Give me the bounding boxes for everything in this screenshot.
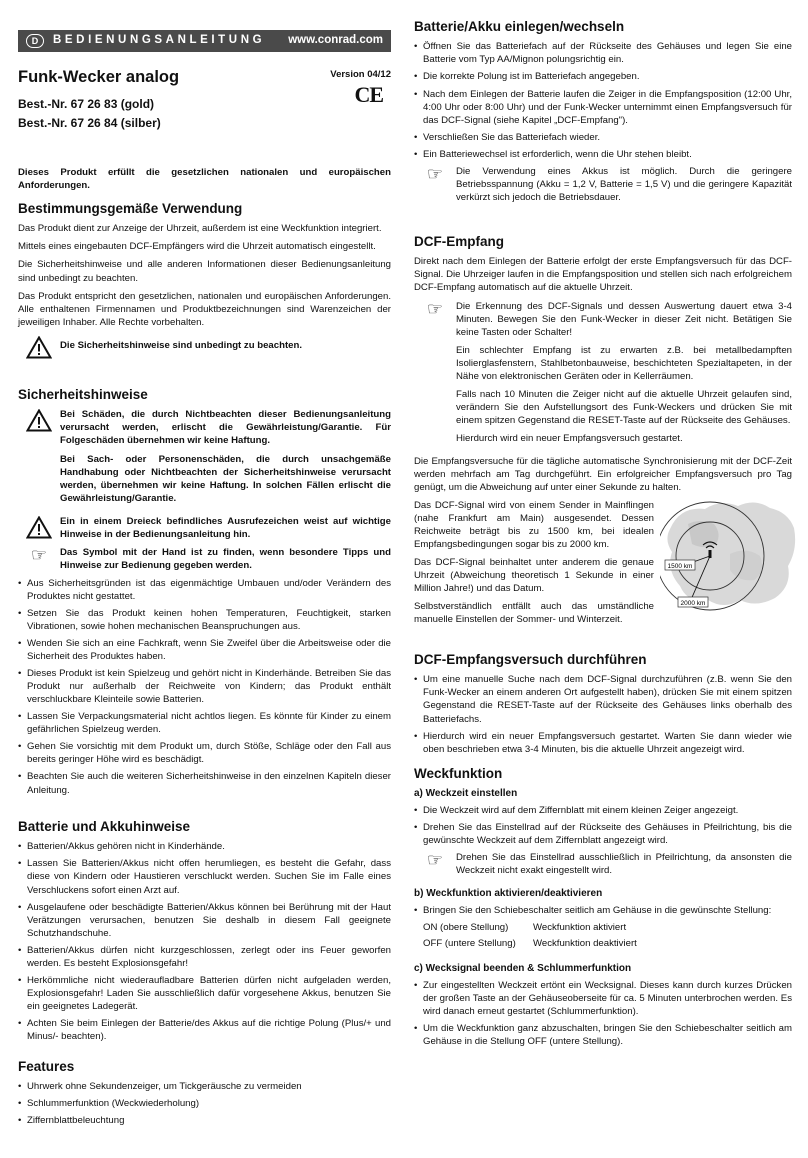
list-item: • Wenden Sie sich an eine Fachkraft, wenn Sie Zweifel über die Arbeitsweise oder die Sicherheit des Produktes haben.	[18, 637, 391, 663]
list-item: • Batterien/Akkus gehören nicht in Kinderhände.	[18, 840, 391, 853]
list-item: • Lassen Sie Verpackungsmaterial nicht achtlos liegen. Es könnte für Kinder zu einem gefährlichen Spielzeug werden.	[18, 710, 391, 736]
warning-triangle-icon	[18, 335, 60, 359]
section-title: DCF-Empfang	[414, 234, 504, 249]
section-title: DCF-Empfangsversuch durchführen	[414, 652, 647, 667]
order-number-silver: Best.-Nr. 67 26 84 (silber)	[18, 115, 161, 130]
list-item: • Aus Sicherheitsgründen ist das eigenmächtige Umbauen und/oder Verändern des Produktes nicht gestattet.	[18, 577, 391, 603]
list-item: • Achten Sie beim Einlegen der Batterie/des Akkus auf die richtige Polung (Plus/+ und Minus/- beachten).	[18, 1017, 391, 1043]
list-item: • Dieses Produkt ist kein Spielzeug und gehört nicht in Kinderhände. Betreiben Sie das Produkt nur außerhalb der Reichweite von Kindern; das Produkt enthält verschluckbare Kleinteile sowie Batterien.	[18, 667, 391, 706]
alarm-set-list	[414, 804, 792, 847]
subsection-title: b) Weckfunktion aktivieren/deaktivieren	[414, 888, 603, 900]
warning-text: Die Sicherheitshinweise sind unbedingt zu beachten.	[60, 339, 303, 351]
paragraph: Die Erkennung des DCF-Signals und dessen Auswertung dauert etwa 3-4 Minuten. Bewegen Sie den Funk-Wecker in dieser Zeit nicht. Betätigen Sie keine Tasten oder Schalter!	[456, 300, 792, 338]
header-url[interactable]: www.conrad.com	[288, 34, 383, 47]
paragraph: Mittels eines eingebauten DCF-Empfängers wird die Uhrzeit automatisch eingestellt.	[18, 241, 376, 253]
section-batterie	[18, 818, 391, 1047]
tip-note	[18, 546, 391, 572]
list-item: • Nach dem Einlegen der Batterie laufen die Zeiger in die Empfangsposition (12:00 Uhr, 4:00 Uhr oder 8:00 Uhr) und der Funk-Wecker unternimmt einen Empfangsversuch für das DCF-Signal (siehe Kapitel „DCF-Empfang").	[414, 88, 792, 127]
list-item: • Bringen Sie den Schiebeschalter seitlich am Gehäuse in die gewünschte Stellung:	[414, 904, 792, 917]
safety-list	[18, 577, 391, 797]
reception-list	[414, 673, 792, 755]
product-title: Funk-Wecker analog	[18, 68, 180, 86]
list-item: • Öffnen Sie das Batteriefach auf der Rückseite des Gehäuses und legen Sie eine Batterie vom Typ AA/Mignon polungsrichtig ein.	[414, 40, 792, 66]
section-title: Batterie und Akkuhinweise	[18, 819, 191, 834]
features-list	[18, 1080, 391, 1127]
paragraph: Die Sicherheitshinweise und alle anderen Informationen dieser Bedienungsanleitung sind unbedingt zu beachten.	[18, 259, 391, 284]
section-versuch	[414, 651, 792, 760]
paragraph: Das Produkt entspricht den gesetzlichen, nationalen und europäischen Anforderungen. Alle enthaltenen Firmennamen und Produktbezeichnungen sind Warenzeichen der jeweiligen Inhaber. Alle Rechte vorbehalten.	[18, 290, 391, 328]
range-label-1500: 1500 km	[667, 563, 693, 570]
warning-triangle-icon	[18, 408, 60, 509]
list-item: • Drehen Sie das Einstellrad auf der Rückseite des Gehäuses in Pfeilrichtung, bis die gewünschte Weckzeit auf dem Ziffernblatt angezeigt wird.	[414, 821, 792, 847]
subsection-title: c) Wecksignal beenden & Schlummerfunktion	[414, 962, 632, 974]
section-sicherheit	[18, 386, 391, 801]
section-title: Features	[18, 1059, 75, 1074]
ce-mark: CE	[354, 82, 383, 107]
paragraph: Falls nach 10 Minuten die Zeiger nicht auf die aktuelle Uhrzeit gelaufen sind, verändern Sie den Aufstellungsort des Funk-Weckers und drücken Sie mit einem spitzen Gegenstand die RESET-Taste auf der Rückseite des Gehäuses.	[456, 388, 792, 426]
header-bar	[18, 30, 391, 52]
paragraph: Das DCF-Signal beinhaltet unter anderem die genaue Uhrzeit (Abweichung theoretisch 1 Sekunde in einer Million Jahre!) und das Datum.	[414, 557, 654, 595]
tip-note	[414, 851, 792, 877]
warning-note	[18, 335, 391, 359]
warning-note	[18, 408, 391, 509]
paragraph: Bei Schäden, die durch Nichtbeachten dieser Bedienungsanleitung verursacht werden, erlischt die Gewährleistung/Garantie. Für Folgeschäden übernehmen wir keine Haftung.	[60, 409, 391, 447]
range-label-2000: 2000 km	[680, 600, 706, 607]
dcf-text-block	[414, 499, 654, 626]
tip-text: Das Symbol mit der Hand ist zu finden, wenn besondere Tipps und Hinweise zur Bedienung gegeben werden.	[60, 546, 391, 571]
section-title: Batterie/Akku einlegen/wechseln	[414, 19, 625, 34]
switch-off-label: OFF (untere Stellung)	[423, 937, 516, 949]
tip-note	[414, 300, 792, 450]
section-title: Weckfunktion	[414, 766, 503, 781]
alarm-switch-list	[414, 904, 792, 917]
switch-off-row	[414, 937, 792, 950]
intro-text: Dieses Produkt erfüllt die gesetzlichen nationalen und europäischen Anforderungen.	[18, 167, 391, 192]
pointing-hand-icon: ☞	[30, 544, 48, 565]
version-label: Version 04/12	[330, 69, 391, 80]
insert-list	[414, 40, 792, 160]
list-item: • Uhrwerk ohne Sekundenzeiger, um Tickgeräusche zu vermeiden	[18, 1080, 391, 1093]
list-item: • Ziffernblattbeleuchtung	[18, 1114, 391, 1127]
tip-text	[456, 300, 792, 450]
list-item: • Setzen Sie das Produkt keinen hohen Temperaturen, Feuchtigkeit, starken Vibrationen, sowie hohen mechanischen Beanspruchungen aus.	[18, 607, 391, 633]
list-item: • Die Weckzeit wird auf dem Ziffernblatt mit einem kleinen Zeiger angezeigt.	[414, 804, 792, 817]
switch-on-value: Weckfunktion aktiviert	[533, 921, 627, 933]
order-number-gold: Best.-Nr. 67 26 83 (gold)	[18, 97, 155, 111]
battery-list	[18, 840, 391, 1043]
subsection-title: a) Weckzeit einstellen	[414, 788, 518, 800]
pointing-hand-icon: ☞	[426, 163, 444, 184]
tip-text: Drehen Sie das Einstellrad ausschließlich in Pfeilrichtung, da ansonsten die Weckzeit nicht exakt eingestellt wird.	[456, 852, 792, 877]
list-item: • Beachten Sie auch die weiteren Sicherheitshinweise in den einzelnen Kapiteln dieser Anleitung.	[18, 770, 391, 796]
list-item: • Um eine manuelle Suche nach dem DCF-Signal durchzuführen (z.B. wenn Sie den Funk-Wecker an einem anderen Ort aufgestellt haben), drücken Sie mit einem spitzen Gegenstand die RESET-Taste auf der Rückseite des Gehäuses links oberhalb des Batteriefachs.	[414, 673, 792, 725]
warning-text	[60, 408, 391, 509]
section-bestimmung	[18, 200, 391, 364]
section-einlegen	[414, 18, 792, 209]
list-item: • Ausgelaufene oder beschädigte Batterien/Akkus können bei Berührung mit der Haut Verätzungen verursachen, benutzen Sie deshalb in diesem Fall geeignete Schutzhandschuhe.	[18, 901, 391, 940]
list-item: • Verschließen Sie das Batteriefach wieder.	[414, 131, 792, 144]
paragraph: Direkt nach dem Einlegen der Batterie erfolgt der erste Empfangsversuch für das DCF-Signal. Die Uhrzeiger laufen in die Empfangsposition und stellen sich nach erfolgreichem DCF-Empfang automatisch auf die aktuelle Uhrzeit.	[414, 256, 792, 294]
snooze-list	[414, 979, 792, 1048]
paragraph: Das DCF-Signal wird von einem Sender in Mainflingen (nahe Frankfurt am Main) ausgesendet. Dessen Reichweite beträgt bis zu 1500 km, bei idealen Empfangsbedingungen sogar bis zu 2000 km.	[414, 500, 654, 551]
list-item: • Batterien/Akkus dürfen nicht kurzgeschlossen, zerlegt oder ins Feuer geworfen werden. Es besteht Explosionsgefahr!	[18, 944, 391, 970]
pointing-hand-icon: ☞	[426, 850, 444, 871]
list-item: • Gehen Sie vorsichtig mit dem Produkt um, durch Stöße, Schläge oder den Fall aus bereits geringer Höhe wird es beschädigt.	[18, 740, 391, 766]
warning-text: Ein in einem Dreieck befindliches Ausrufezeichen weist auf wichtige Hinweise in der Bedienungsanleitung hin.	[60, 515, 391, 540]
list-item: • Um die Weckfunktion ganz abzuschalten, bringen Sie den Schiebeschalter seitlich am Gehäuse in die Stellung OFF (untere Stellung).	[414, 1022, 792, 1048]
list-item: • Lassen Sie Batterien/Akkus nicht offen herumliegen, es besteht die Gefahr, dass diese von Kindern oder Haustieren verschluckt werden. Suchen Sie im Falle eines Verschluckens sofort einen Arzt auf.	[18, 857, 391, 896]
section-title: Bestimmungsgemäße Verwendung	[18, 201, 243, 216]
pointing-hand-icon: ☞	[426, 298, 444, 319]
paragraph: Die Empfangsversuche für die tägliche automatische Synchronisierung mit der DCF-Zeit werden mehrfach am Tag durchgeführt. Ein erfolgreicher Empfangsversuch pro Tag genügt, um die Abweichung auf unter einer Sekunde zu halten.	[414, 455, 792, 494]
list-item: • Zur eingestellten Weckzeit ertönt ein Wecksignal. Dieses kann durch kurzes Drücken der großen Taste an der Gehäuseoberseite für ca. 5 Minuten unterbrochen werden. Es wird danach erneut gestartet (Schlummerfunktion).	[414, 979, 792, 1018]
list-item: • Hierdurch wird ein neuer Empfangsversuch gestartet. Warten Sie dann wieder wie oben beschrieben etwa 3-4 Minuten, bis die aktuelle Uhrzeit angezeigt wird.	[414, 730, 792, 756]
paragraph: Hierdurch wird ein neuer Empfangsversuch gestartet.	[456, 432, 683, 444]
list-item: • Die korrekte Polung ist im Batteriefach angegeben.	[414, 70, 792, 83]
switch-on-label: ON (obere Stellung)	[423, 921, 509, 933]
dcf-range-map	[660, 494, 800, 614]
paragraph: Selbstverständlich entfällt auch das umständliche manuelle Einstellen der Sommer- und Winterzeit.	[414, 601, 654, 626]
header-title: BEDIENUNGSANLEITUNG	[53, 34, 266, 47]
paragraph: Ein schlechter Empfang ist zu erwarten z.B. bei metallbedampften Isolierglasfenstern, Stahlbetonbauweise, beschichteten Spezialtapeten, in der Nähe von elektronischen Geräten oder in Kellerräumen.	[456, 344, 792, 382]
switch-on-row	[414, 921, 792, 934]
order-numbers	[18, 95, 391, 132]
list-item: • Herkömmliche nicht wiederaufladbare Batterien dürfen nicht aufgeladen werden, Explosionsgefahr! Laden Sie ausschließlich dafür vorgesehene Akkus, benutzen Sie ein geeignetes Ladegerät.	[18, 974, 391, 1013]
language-badge: D	[26, 34, 44, 48]
warning-note	[18, 515, 391, 541]
tip-note	[414, 165, 792, 204]
list-item: • Schlummerfunktion (Weckwiederholung)	[18, 1097, 391, 1110]
list-item: • Ein Batteriewechsel ist erforderlich, wenn die Uhr stehen bleibt.	[414, 148, 792, 161]
warning-triangle-icon	[18, 515, 60, 541]
section-weck	[414, 765, 792, 1052]
paragraph: Das Produkt dient zur Anzeige der Uhrzeit, außerdem ist eine Weckfunktion integriert.	[18, 223, 382, 235]
tip-text: Die Verwendung eines Akkus ist möglich. Durch die geringere Betriebsspannung (Akku = 1,2 V, Batterie = 1,5 V) und die geringere Kapazität verkürzt sich jedoch die Betriebsdauer.	[456, 165, 792, 203]
section-features	[18, 1058, 391, 1132]
section-title: Sicherheitshinweise	[18, 387, 148, 402]
paragraph: Bei Sach- oder Personenschäden, die durch unsachgemäße Handhabung oder Nichtbeachten der Sicherheitshinweise verursacht werden, übernehmen wir keine Haftung. In solchen Fällen erlischt die Gewährleistung/Garantie.	[60, 453, 391, 504]
switch-off-value: Weckfunktion deaktiviert	[533, 937, 637, 949]
